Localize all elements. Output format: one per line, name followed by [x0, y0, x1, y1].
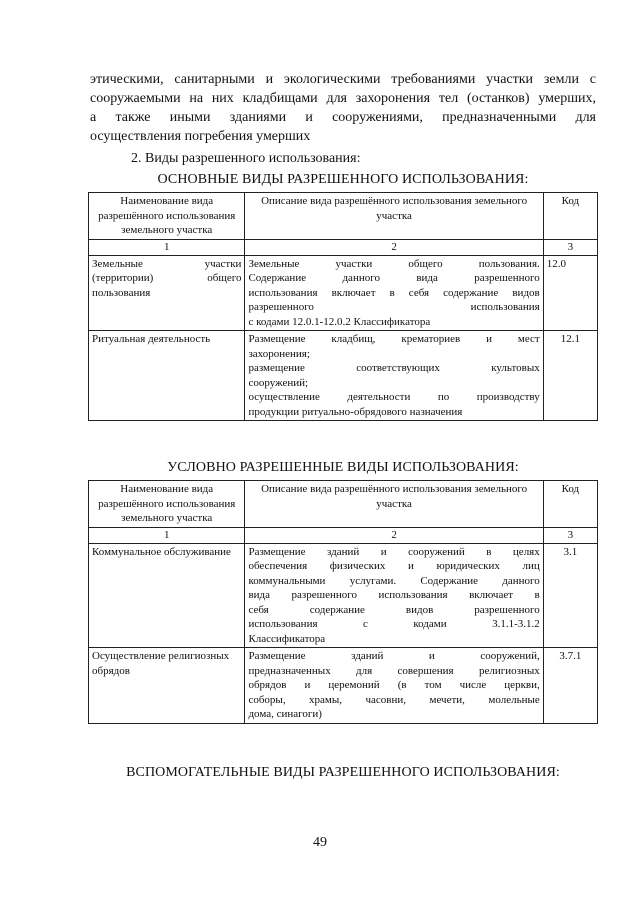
- column-number: 2: [245, 527, 543, 543]
- description-line: продукции ритуально-обрядового назначения: [248, 405, 463, 418]
- use-name: Коммунальное обслуживание: [89, 543, 245, 648]
- header-name: Наименование вида разрешённого использования земельного участка: [89, 481, 245, 528]
- main-uses-table: [88, 192, 598, 421]
- auxiliary-section-title: ВСПОМОГАТЕЛЬНЫЕ ВИДЫ РАЗРЕШЕННОГО ИСПОЛЬЗОВАНИЯ:: [126, 765, 560, 780]
- intro-line: сооружаемыми на них кладбищами для захоронения тел (останков) умерших,: [90, 91, 596, 106]
- conditional-section-title: УСЛОВНО РАЗРЕШЕННЫЕ ВИДЫ ИСПОЛЬЗОВАНИЯ:: [167, 460, 519, 475]
- use-description: [245, 648, 543, 724]
- use-code: 3.1: [543, 543, 597, 648]
- table-row: [89, 543, 598, 648]
- table-header-row: [89, 193, 598, 240]
- table-row: [89, 331, 598, 421]
- column-number: 2: [245, 239, 543, 255]
- description-line: сооружений;: [248, 376, 309, 389]
- use-code: 3.7.1: [543, 648, 597, 724]
- description-line: предназначенных для совершения религиозных: [248, 664, 540, 677]
- use-name: Ритуальная деятельность: [89, 331, 245, 421]
- description-line: Содержание данного вида разрешенного: [248, 272, 540, 284]
- use-name: Осуществление религиозных обрядов: [89, 648, 245, 724]
- description-line: использования с кодами 3.1.1-3.1.2: [248, 618, 540, 630]
- main-section-title: ОСНОВНЫЕ ВИДЫ РАЗРЕШЕННОГО ИСПОЛЬЗОВАНИЯ:: [157, 172, 529, 187]
- use-description: [245, 543, 543, 648]
- column-number-row: [89, 527, 598, 543]
- column-number: 1: [89, 239, 245, 255]
- header-name: Наименование вида разрешённого использования земельного участка: [89, 193, 245, 240]
- description-line: коммунальными услугами. Содержание данного: [248, 574, 540, 587]
- use-description: [245, 331, 543, 421]
- description-line: разрешенного использования: [248, 301, 540, 313]
- table-row: [89, 255, 598, 331]
- header-description: Описание вида разрешённого использования земельного участка: [245, 481, 543, 528]
- column-number: 3: [543, 239, 597, 255]
- page-number: 49: [313, 835, 327, 850]
- description-line: себя содержание видов разрешенного: [248, 603, 540, 616]
- header-code: Код: [543, 193, 597, 240]
- description-line: Размещение зданий и сооружений в целях: [248, 545, 540, 558]
- description-line: вида разрешенного использования включает в: [248, 589, 540, 601]
- description-line: Классификатора: [248, 632, 326, 645]
- column-number: 3: [543, 527, 597, 543]
- description-line: дома, синагоги): [248, 708, 322, 720]
- use-name: Земельные участки (территории) общего пользования: [89, 255, 245, 331]
- description-line: Размещение зданий и сооружений,: [248, 650, 540, 662]
- intro-line: этическими, санитарными и экологическими требованиями участки земли с: [90, 72, 596, 87]
- description-line: захоронения;: [248, 347, 310, 360]
- description-line: осуществление деятельности по производству: [248, 391, 540, 403]
- description-line: с кодами 12.0.1-12.0.2 Классификатора: [248, 315, 431, 328]
- intro-paragraph: [90, 70, 596, 146]
- description-line: Размещение кладбищ, крематориев и мест: [248, 333, 540, 345]
- intro-line: а также иными зданиями и сооружениями, предназначенными для: [90, 110, 596, 125]
- description-line: использования включает в себя содержание видов: [248, 286, 540, 299]
- description-line: обрядов и церемоний (в том числе церкви,: [248, 679, 540, 691]
- intro-line: осуществления погребения умерших: [90, 129, 311, 144]
- description-line: обеспечения физических и юридических лиц: [248, 560, 540, 572]
- table-row: [89, 648, 598, 724]
- item-heading: 2. Виды разрешенного использования:: [131, 151, 361, 166]
- description-line: Земельные участки общего пользования.: [248, 257, 540, 270]
- use-code: 12.1: [543, 331, 597, 421]
- use-description: [245, 255, 543, 331]
- description-line: соборы, храмы, часовни, мечети, молельные: [248, 693, 540, 706]
- conditional-uses-table: [88, 480, 598, 724]
- description-line: размещение соответствующих культовых: [248, 362, 540, 374]
- use-code: 12.0: [543, 255, 597, 331]
- header-description: Описание вида разрешённого использования земельного участка: [245, 193, 543, 240]
- column-number-row: [89, 239, 598, 255]
- header-code: Код: [543, 481, 597, 528]
- table-header-row: [89, 481, 598, 528]
- column-number: 1: [89, 527, 245, 543]
